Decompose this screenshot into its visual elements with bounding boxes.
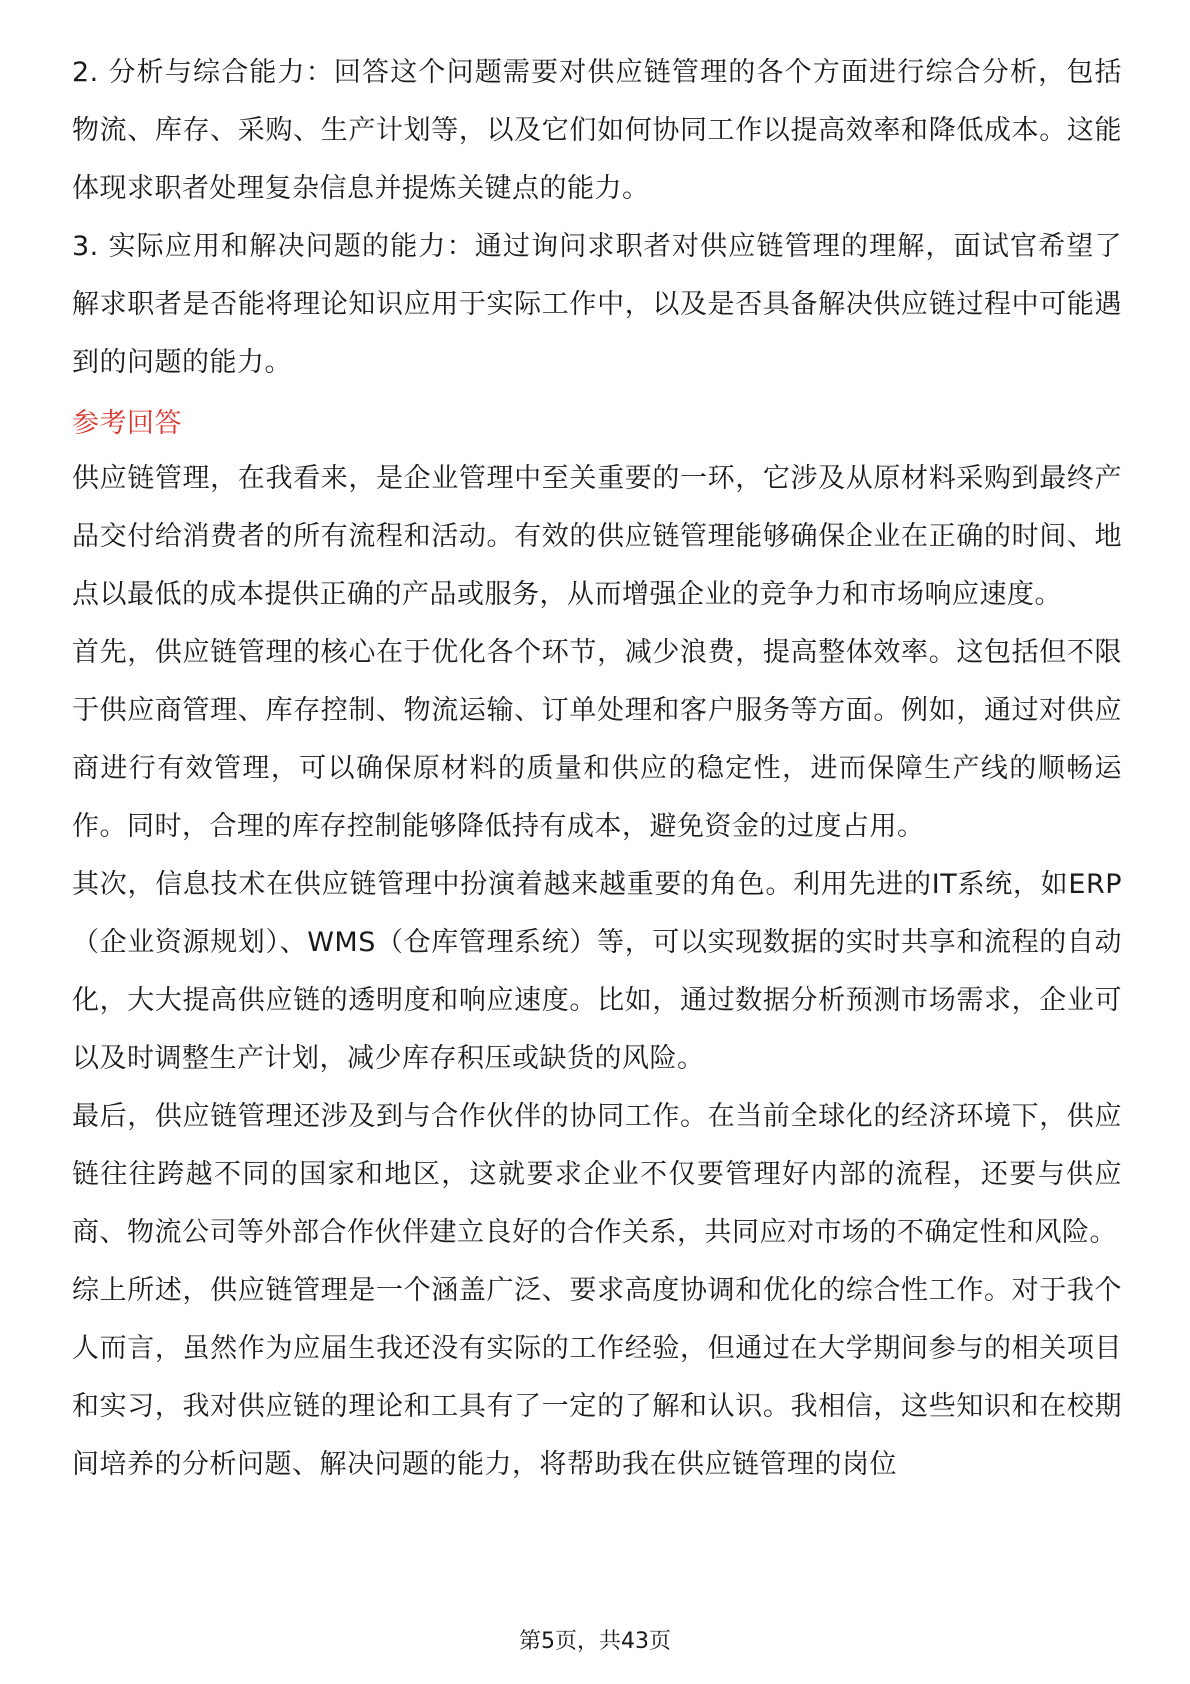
answer-paragraph-first: 首先，供应链管理的核心在于优化各个环节，减少浪费，提高整体效率。这包括但不限于供应商管理、库存控制、物流运输、订单处理和客户服务等方面。例如，通过对供应商进行有效管理，可以确保原材料的质量和供应的稳定性，进而保障生产线的顺畅运作。同时，合理的库存控制能够降低持有成本，避免资金的过度占用。 xyxy=(72,637,1122,842)
answer-paragraph-intro: 供应链管理，在我看来，是企业管理中至关重要的一环，它涉及从原材料采购到最终产品交付给消费者的所有流程和活动。有效的供应链管理能够确保企业在正确的时间、地点以最低的成本提供正确的产品或服务，从而增强企业的竞争力和市场响应速度。 xyxy=(72,463,1122,610)
page-number: 第5页，共43页 xyxy=(519,1629,671,1654)
answer-paragraph-second: 其次，信息技术在供应链管理中扮演着越来越重要的角色。利用先进的IT系统，如ERP（企业资源规划）、WMS（仓库管理系统）等，可以实现数据的实时共享和流程的自动化，大大提高供应链的透明度和响应速度。比如，通过数据分析预测市场需求，企业可以及时调整生产计划，减少库存积压或缺货的风险。 xyxy=(72,869,1122,1074)
answer-paragraph-summary: 综上所述，供应链管理是一个涵盖广泛、要求高度协调和优化的综合性工作。对于我个人而言，虽然作为应届生我还没有实际的工作经验，但通过在大学期间参与的相关项目和实习，我对供应链的理论和工具有了一定的了解和认识。我相信，这些知识和在校期间培养的分析问题、解决问题的能力，将帮助我在供应链管理的岗位 xyxy=(72,1275,1122,1480)
reference-answer-heading: 参考回答 xyxy=(72,408,182,439)
practical-ability-point: 3. 实际应用和解决问题的能力：通过询问求职者对供应链管理的理解，面试官希望了解求职者是否能将理论知识应用于实际工作中，以及是否具备解决供应链过程中可能遇到的问题的能力。 xyxy=(72,231,1122,378)
analysis-ability-point: 2. 分析与综合能力：回答这个问题需要对供应链管理的各个方面进行综合分析，包括物流、库存、采购、生产计划等，以及它们如何协同工作以提高效率和降低成本。这能体现求职者处理复杂信息并提炼关键点的能力。 xyxy=(72,57,1122,204)
document-page xyxy=(72,44,1122,1494)
answer-paragraph-last: 最后，供应链管理还涉及到与合作伙伴的协同工作。在当前全球化的经济环境下，供应链往往跨越不同的国家和地区，这就要求企业不仅要管理好内部的流程，还要与供应商、物流公司等外部合作伙伴建立良好的合作关系，共同应对市场的不确定性和风险。 xyxy=(72,1101,1122,1248)
